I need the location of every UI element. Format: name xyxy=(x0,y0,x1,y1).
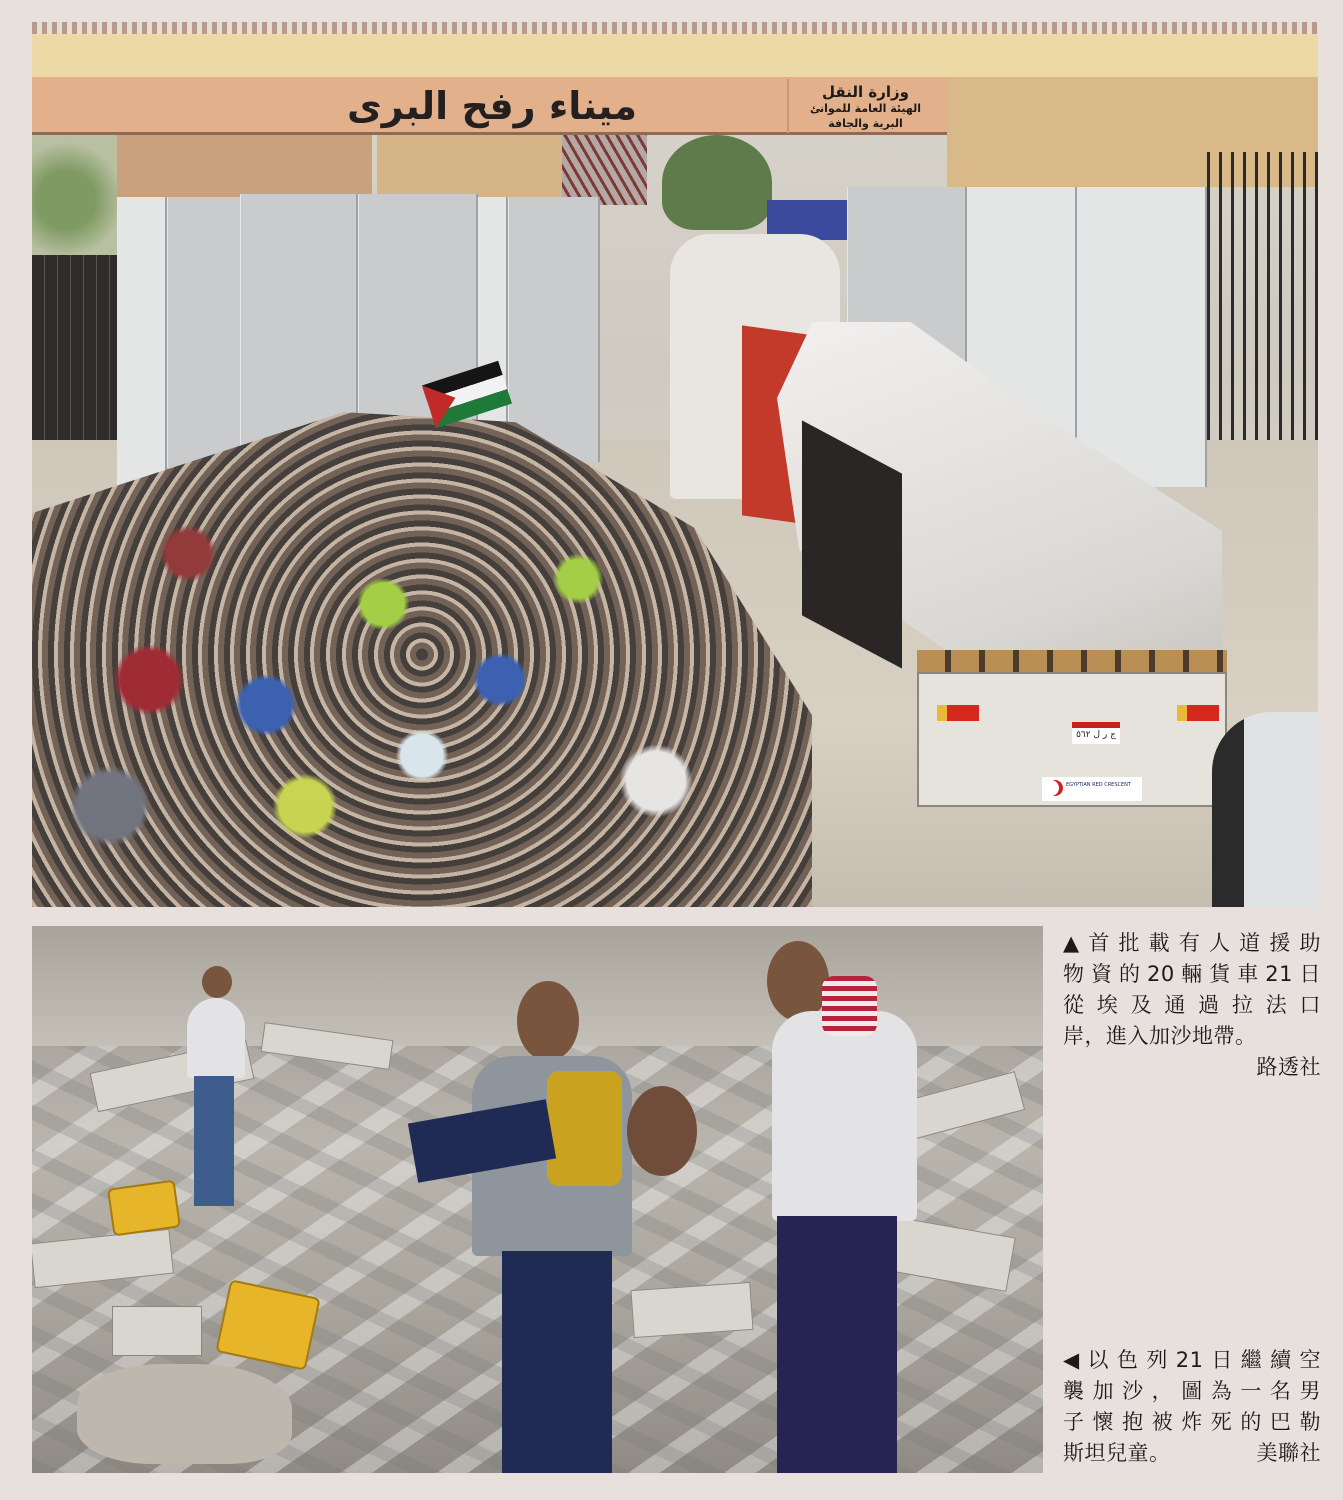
red-crescent-sticker xyxy=(1042,777,1142,801)
caption-line: 物資的20輛貨車21日 xyxy=(1063,962,1321,986)
gate-right xyxy=(1207,152,1318,452)
concrete-slab xyxy=(899,1071,1025,1141)
concrete-slab xyxy=(32,1229,174,1288)
sign-ministry-line: الهيئة العامة للموانئ xyxy=(809,102,922,115)
man-right-white-shirt xyxy=(772,1011,917,1221)
yellow-jerrycan xyxy=(107,1180,181,1237)
caption-text: 斯坦兒童。 xyxy=(1063,1441,1171,1465)
person-striped-shirt xyxy=(822,976,877,1036)
caption-line: 襲加沙，圖為一名男 xyxy=(1063,1379,1321,1403)
red-crescent-label: EGYPTIAN RED CRESCENT xyxy=(1066,782,1131,788)
vehicle-right-edge xyxy=(1212,712,1318,907)
photo-credit-reuters: 路透社 xyxy=(1256,1055,1321,1079)
concrete-wall-panel xyxy=(1077,187,1207,487)
child-head xyxy=(627,1086,697,1176)
sign-ministry-line: البرية والجافة xyxy=(828,117,903,130)
sign-ministry-of-transport xyxy=(787,79,942,133)
gate-left xyxy=(32,255,122,440)
concrete-wall-panel xyxy=(508,197,600,462)
child-yellow-top xyxy=(547,1071,622,1186)
man-navy-pants xyxy=(502,1251,612,1473)
photo-credit-ap: 美聯社 xyxy=(1256,1441,1321,1465)
boy-head xyxy=(202,966,232,998)
caption-line: 岸，進入加沙地帶。 xyxy=(1063,1024,1257,1048)
tree-right xyxy=(662,135,772,230)
man-right-navy-pants xyxy=(777,1216,897,1473)
roof-beam xyxy=(32,34,1318,77)
caption-line xyxy=(1063,1438,1321,1469)
man-right-head xyxy=(767,941,829,1021)
man-head xyxy=(517,981,579,1061)
sign-ministry-line: وزارة النقل xyxy=(822,83,909,101)
sack xyxy=(77,1364,292,1464)
boy-jeans xyxy=(194,1076,234,1206)
concrete-block xyxy=(878,1215,1016,1292)
roof-tiles xyxy=(32,22,1318,34)
sign-rafah-land-port: ميناء رفح البرى xyxy=(346,84,638,128)
photo-rafah-crossing-aid-trucks xyxy=(32,22,1318,907)
concrete-wall-panel xyxy=(167,197,242,467)
concrete-wall-panel xyxy=(117,197,167,507)
concrete-block xyxy=(630,1282,753,1338)
caption-text: 首批載有人道援助 xyxy=(1088,931,1322,955)
glass-roof xyxy=(562,135,647,205)
caption-line: 從埃及通過拉法口 xyxy=(1063,993,1321,1017)
license-plate: ج ر ل ٥٦٢ xyxy=(1072,722,1120,744)
tail-light xyxy=(937,705,979,721)
tail-light xyxy=(1177,705,1219,721)
caption-top xyxy=(1063,928,1321,1083)
gate-sign xyxy=(32,77,947,135)
trees-left xyxy=(32,135,117,265)
truck-pallet xyxy=(917,650,1227,672)
caption-text: 以色列21日繼續空 xyxy=(1087,1348,1321,1372)
boy-shirt xyxy=(187,998,245,1078)
caption-bottom xyxy=(1063,1345,1321,1469)
photo-man-carrying-child-rubble xyxy=(32,926,1043,1473)
yellow-jerrycan xyxy=(215,1279,320,1371)
left-triangle-icon: ◀ xyxy=(1063,1348,1088,1372)
caption-line xyxy=(1063,1345,1321,1376)
up-triangle-icon: ▲ xyxy=(1063,931,1089,955)
caption-line: 子懷抱被炸死的巴勒 xyxy=(1063,1410,1321,1434)
caption-line xyxy=(1063,928,1321,959)
concrete-block xyxy=(112,1306,202,1356)
